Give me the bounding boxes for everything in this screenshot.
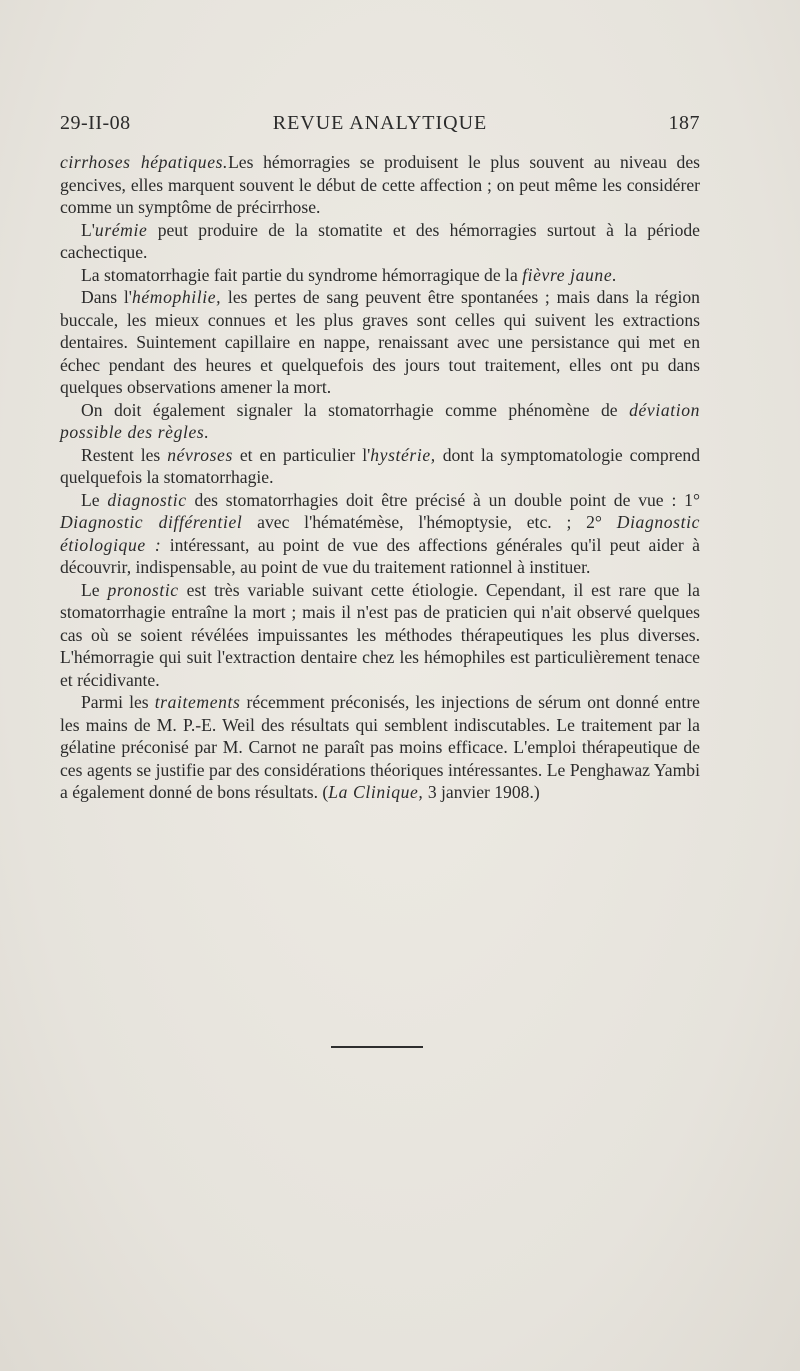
italic-run: Diagnostic étiologique :: [60, 512, 700, 555]
running-header: [60, 112, 700, 142]
text-run: L': [81, 219, 95, 240]
text-run: des stomatorrhagies doit être précisé à un double point de vue : 1°: [186, 489, 700, 510]
text-run: Le: [81, 579, 108, 600]
text-run: avec l'hématémèse, l'hémoptysie, etc. ; 2°: [242, 512, 617, 532]
text-run: Parmi les: [81, 692, 155, 712]
text-run: 3 janvier 1908.): [423, 782, 540, 802]
paragraph: [60, 489, 700, 579]
text-run: Le: [81, 489, 108, 510]
text-run: Les hémorragies se produisent le plus souvent au niveau des gencives, elles marquent souvent le début de cette affection ; on peut même les considérer comme un symptôme de précirrhose.: [60, 152, 700, 217]
paragraph: [60, 219, 700, 264]
paragraph: [60, 579, 700, 692]
paragraph: [60, 691, 700, 804]
italic-run: pronostic: [107, 579, 179, 600]
italic-run: traitements: [154, 692, 241, 712]
text-run: dont la symptomatologie comprend quelquefois la stomatorrhagie.: [60, 444, 700, 487]
italic-run: fièvre jaune.: [522, 264, 618, 285]
header-title: REVUE ANALYTIQUE: [272, 112, 488, 134]
text-run: intéressant, au point de vue des affections générales qu'il peut aider à découvrir, indispensable, au point de vue du traitement rationnel à instituer.: [60, 534, 700, 577]
italic-run: urémie: [94, 219, 148, 240]
paragraph: [60, 444, 700, 489]
text-run: récemment préconisés, les injections de sérum ont donné entre les mains de M. P.-E. Weil des résultats qui semblent indiscutables. Le traitement par la gélatine préconisé par M. Carnot ne paraît pas moins efficace. L'emploi thérapeutique de ces agents se justifie par des considérations théoriques intéressantes. Le Penghawaz Yambi a également donné de bons résultats. (: [60, 692, 700, 802]
text-run: On doit également signaler la stomatorrhagie comme phénomène de: [81, 399, 630, 420]
section-divider: [331, 1046, 423, 1048]
paragraph: [60, 286, 700, 399]
italic-run: déviation possible des règles.: [60, 399, 700, 442]
text-run: La stomatorrhagie fait partie du syndrome hémorragique de la: [81, 264, 523, 285]
page-number: 187: [668, 112, 700, 134]
italic-run: La Clinique,: [328, 782, 424, 802]
paragraph: [60, 264, 700, 287]
text-run: Restent les: [81, 444, 168, 465]
text-run: et en particulier l': [232, 444, 371, 465]
header-date: 29-II-08: [60, 112, 131, 134]
italic-run: hémophilie,: [131, 287, 222, 307]
italic-run: névroses: [167, 444, 233, 465]
paragraph: [60, 151, 700, 219]
text-run: les pertes de sang peuvent être spontanées ; mais dans la région buccale, les mieux connues et les plus graves sont celles qui suivent les extractions dentaires. Suintement capillaire en nappe, renaissant avec une persistance qui met en échec pendant des heures et quelquefois des jours tout traitement, elles ont pu dans quelques observations amener la mort.: [60, 287, 700, 397]
article-body: [60, 151, 700, 804]
text-run: Dans l': [81, 287, 132, 307]
paragraph: [60, 399, 700, 444]
italic-run: hystérie,: [370, 444, 436, 465]
text-run: peut produire de la stomatite et des hémorragies surtout à la période cachectique.: [60, 219, 700, 262]
italic-run: cirrhoses hépatiques.: [60, 152, 229, 172]
italic-run: Diagnostic différentiel: [60, 512, 243, 532]
italic-run: diagnostic: [107, 489, 187, 510]
text-run: est très variable suivant cette étiologie. Cependant, il est rare que la stomatorrhagie entraîne la mort ; mais il n'est pas de praticien qui n'ait observé quelques cas où se soient révélées impuissantes les méthodes thérapeutiques les plus diverses. L'hémorragie qui suit l'extraction dentaire chez les hémophiles est particulièrement tenace et récidivante.: [60, 579, 700, 690]
